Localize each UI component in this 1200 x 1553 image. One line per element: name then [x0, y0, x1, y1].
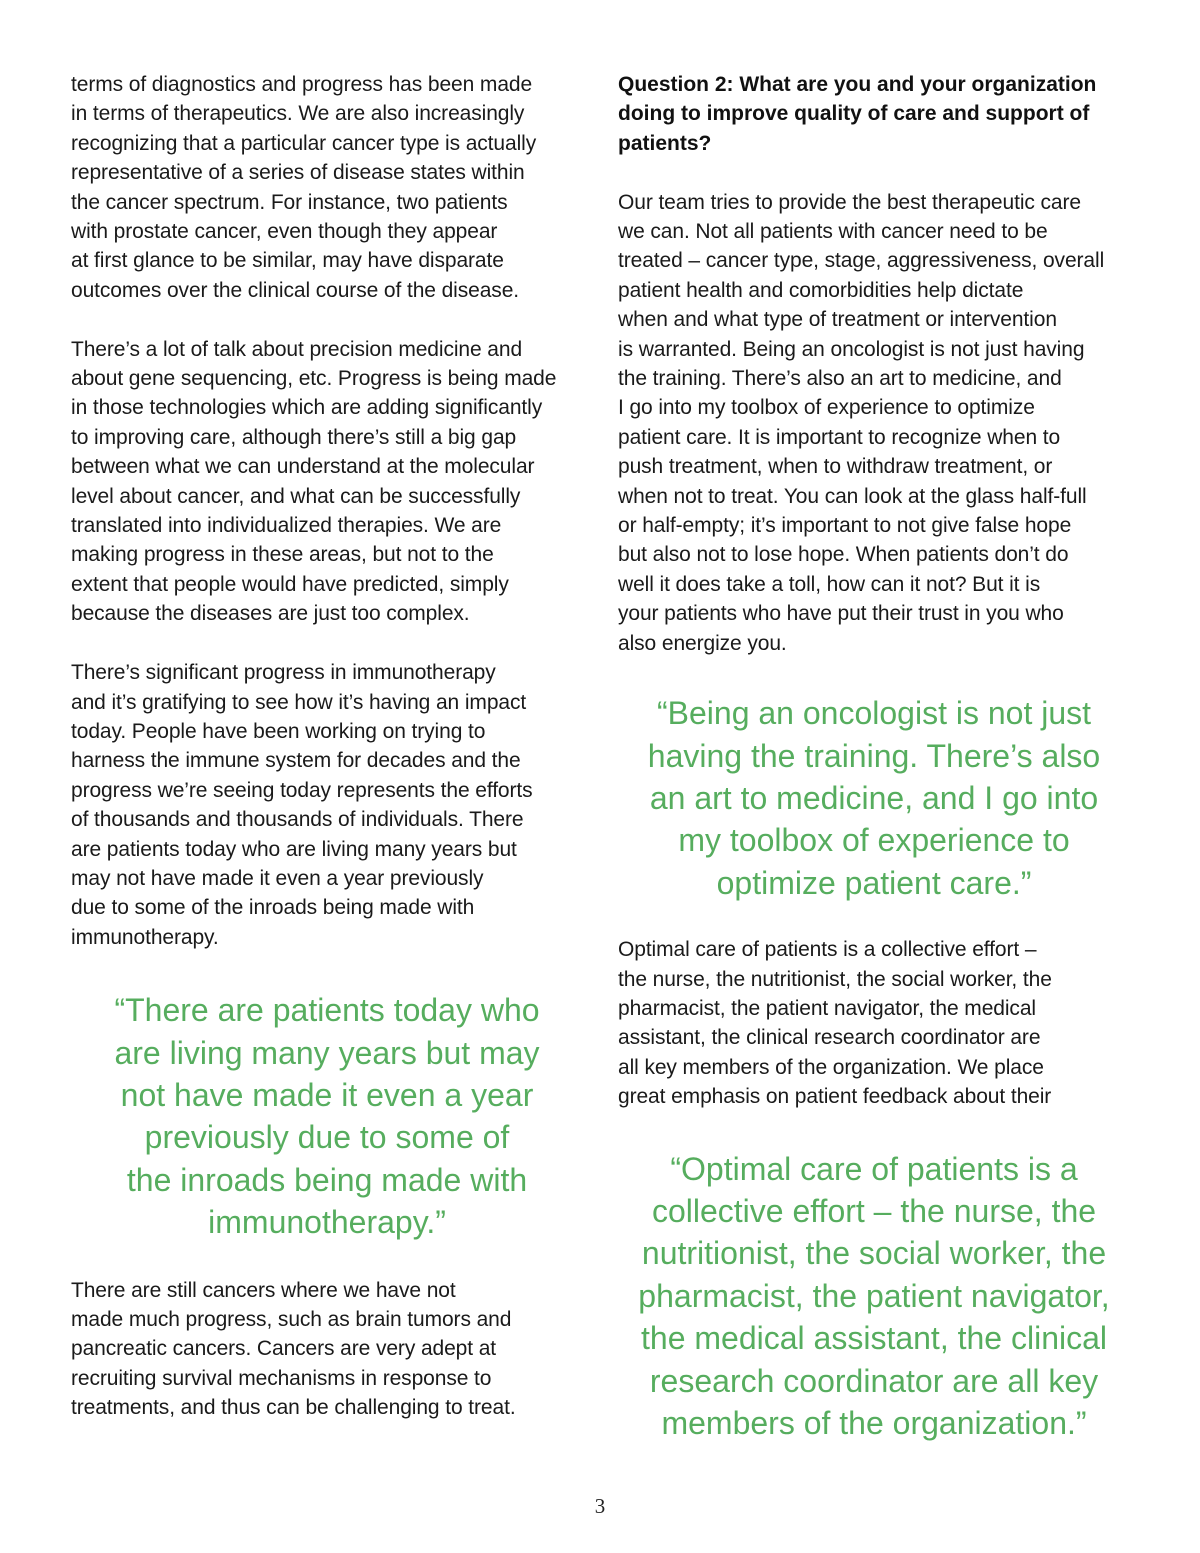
left-paragraph-3: There’s significant progress in immunotherapy and it’s gratifying to see how it’s having an impact today. People have been working on trying to harness the immune system for decades and the progress we’re seeing today represents the efforts of thousands and thousands of individuals. There are patients today who are living many years but may not have made it even a year previously due to some of the inroads being made with immunotherapy.	[71, 661, 533, 949]
paragraph-spacer	[71, 629, 583, 658]
left-paragraph-1: terms of diagnostics and progress has been made in terms of therapeutics. We are also increasingly recognizing that a particular cancer type is actually representative of a series of disease states within the cancer spectrum. For instance, two patients with prostate cancer, even though they appear at first glance to be similar, may have disparate outcomes over the clinical course of the disease.	[71, 73, 537, 302]
right-column	[618, 70, 1130, 1444]
paragraph-spacer	[618, 158, 1130, 187]
pull-quote-collective-effort: “Optimal care of patients is a collective effort – the nurse, the nutritionist, the social worker, the pharmacist, the patient navigator, the medical assistant, the clinical research coordinator are all key members of the organization.”	[638, 1150, 1110, 1442]
question-2-heading: Question 2: What are you and your organization doing to improve quality of care and support of patients?	[618, 73, 1097, 155]
right-paragraph-2: Optimal care of patients is a collective effort – the nurse, the nutritionist, the social worker, the pharmacist, the patient navigator, the medical assistant, the clinical research coordinator are all key members of the organization. We place great emphasis on patient feedback about their	[618, 938, 1052, 1109]
left-paragraph-2: There’s a lot of talk about precision medicine and about gene sequencing, etc. Progress is being made in those technologies which are adding significantly to improving care, although there’s still a big gap between what we can understand at the molecular level about cancer, and what can be successfully translated into individualized therapies. We are making progress in these areas, but not to the extent that people would have predicted, simply because the diseases are just too complex.	[71, 337, 557, 626]
pull-quote-immunotherapy: “There are patients today who are living many years but may not have made it even a year previously due to some of the inroads being made with immunotherapy.”	[114, 992, 540, 1241]
right-paragraph-1: Our team tries to provide the best therapeutic care we can. Not all patients with cancer need to be treated – cancer type, stage, aggressiveness, overall patient health and comorbidities help dictate when and what type of treatment or intervention is warranted. Being an oncologist is not just having the training. There’s also an art to medicine, and I go into my toolbox of experience to optimize patient care. It is important to recognize when to push treatment, when to withdraw treatment, or when not to treat. You can look at the glass half-full or half-empty; it’s important to not give false hope but also not to lose hope. When patients don’t do well it does take a toll, how can it not? But it is your patients who have put their trust in you who also energize you.	[618, 190, 1105, 655]
left-paragraph-4: There are still cancers where we have not made much progress, such as brain tumors and pancreatic cancers. Cancers are very adept at recruiting survival mechanisms in response to treatments, and thus can be challenging to treat.	[71, 1278, 516, 1420]
left-column	[71, 70, 583, 1423]
paragraph-spacer	[71, 305, 583, 334]
pull-quote-oncologist: “Being an oncologist is not just having the training. There’s also an art to medicine, and I go into my toolbox of experience to optimize patient care.”	[647, 695, 1101, 901]
page-number: 3	[594, 1494, 606, 1518]
